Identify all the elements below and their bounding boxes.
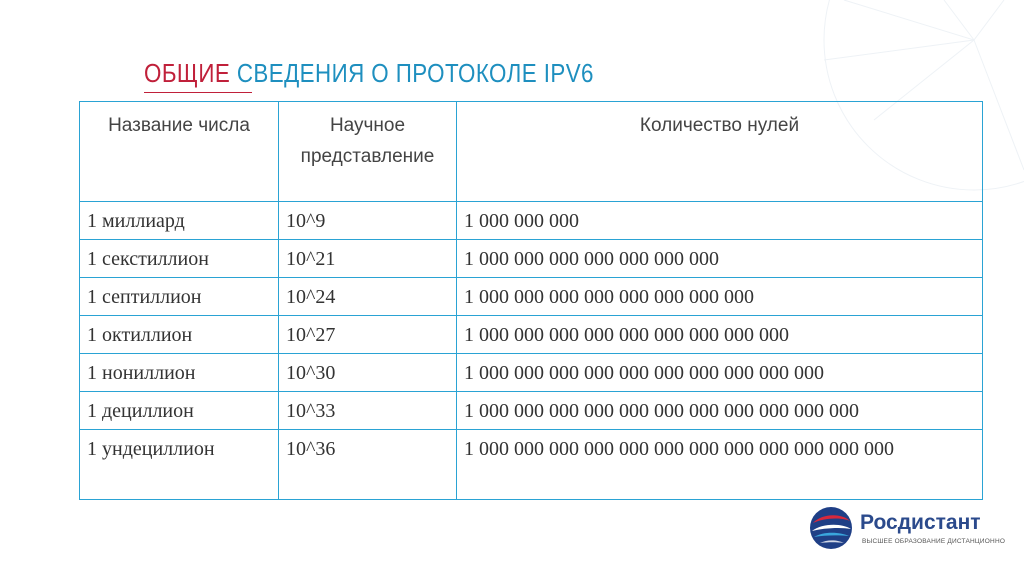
logo-name: Росдистант [860, 511, 981, 534]
table-row [80, 354, 983, 392]
table-row [80, 430, 983, 500]
numbers-table [79, 101, 983, 500]
cell-scientific: 10^9 [279, 202, 457, 240]
cell-number-name: 1 миллиард [80, 202, 279, 240]
cell-zeros: 1 000 000 000 000 000 000 000 000 000 000 [457, 354, 983, 392]
cell-scientific: 10^30 [279, 354, 457, 392]
table-row [80, 240, 983, 278]
header-scientific-notation: Научное представление [279, 102, 457, 202]
cell-scientific: 10^33 [279, 392, 457, 430]
cell-scientific: 10^36 [279, 430, 457, 500]
cell-zeros: 1 000 000 000 000 000 000 000 000 000 [457, 316, 983, 354]
cell-scientific: 10^24 [279, 278, 457, 316]
cell-number-name: 1 дециллион [80, 392, 279, 430]
cell-zeros: 1 000 000 000 000 000 000 000 000 000 000 000 [457, 392, 983, 430]
slide-title [144, 58, 594, 89]
header-zeros-count: Количество нулей [457, 102, 983, 202]
header-number-name: Название числа [80, 102, 279, 202]
cell-scientific: 10^27 [279, 316, 457, 354]
rosdistant-logo [808, 505, 1008, 557]
cell-scientific: 10^21 [279, 240, 457, 278]
cell-zeros: 1 000 000 000 000 000 000 000 000 [457, 278, 983, 316]
slide-title-accent: ОБЩИЕ [144, 58, 231, 88]
cell-number-name: 1 ундециллион [80, 430, 279, 500]
table-row [80, 278, 983, 316]
title-underline [144, 92, 252, 93]
cell-number-name: 1 нониллион [80, 354, 279, 392]
table-row [80, 202, 983, 240]
cell-zeros: 1 000 000 000 000 000 000 000 000 000 000 000 000 [457, 430, 983, 500]
table-row [80, 392, 983, 430]
slide-title-rest: СВЕДЕНИЯ О ПРОТОКОЛЕ IPV6 [230, 58, 594, 88]
table-row [80, 316, 983, 354]
cell-number-name: 1 секстиллион [80, 240, 279, 278]
cell-number-name: 1 октиллион [80, 316, 279, 354]
rosdistant-globe-icon [808, 505, 854, 551]
table-header-row [80, 102, 983, 202]
cell-zeros: 1 000 000 000 [457, 202, 983, 240]
cell-number-name: 1 септиллион [80, 278, 279, 316]
cell-zeros: 1 000 000 000 000 000 000 000 [457, 240, 983, 278]
logo-tagline: ВЫСШЕЕ ОБРАЗОВАНИЕ ДИСТАНЦИОННО [862, 538, 1006, 545]
